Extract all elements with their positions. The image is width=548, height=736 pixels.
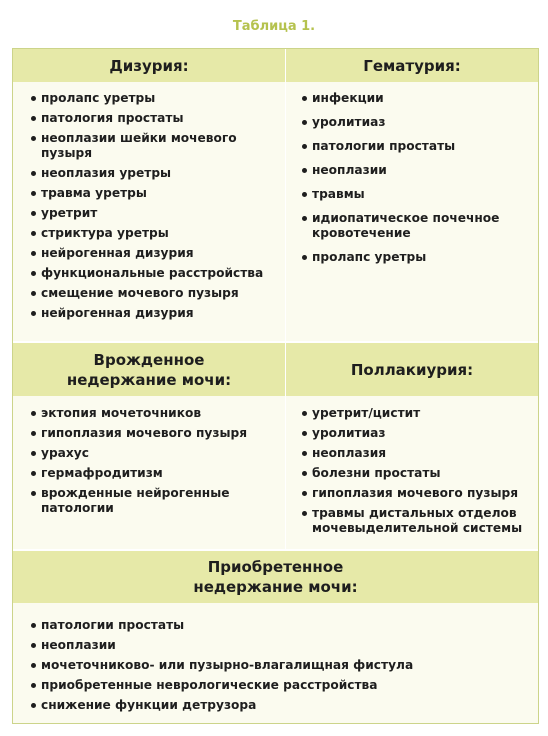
hematuria-title: Гематурия: [363,56,461,75]
list-item: патология простаты [29,111,279,126]
list-item: гипоплазия мочевого пузыря [300,486,532,501]
list-item: пролапс уретры [300,250,532,265]
list-item: урахус [29,446,279,461]
list-item: нейрогенная дизурия [29,246,279,261]
table-caption: Таблица 1. [232,19,316,34]
list-item: травмы [300,187,532,202]
list-item: патологии простаты [300,139,532,154]
dysuria-title: Дизурия: [109,56,189,75]
pollakiuria-title: Поллакиурия: [350,360,474,379]
list-item: неоплазии [29,638,529,653]
list-item: травма уретры [29,186,279,201]
pollakiuria-cell [286,396,538,550]
list-item: функциональные расстройства [29,266,279,281]
list-item: неоплазии шейки мочевого пузыря [29,131,279,161]
list-item: снижение функции детрузора [29,698,529,713]
list-item: травмы дистальных отделов мочевыделительной системы [300,506,532,536]
list-item: неоплазия [300,446,532,461]
acquired-incontinence-title: Приобретенное недержание мочи: [193,558,358,596]
list-item: инфекции [300,91,532,106]
hematuria-cell [286,82,538,342]
list-item: смещение мочевого пузыря [29,286,279,301]
list-item: уретрит/цистит [300,406,532,421]
dysuria-list [29,91,279,326]
column-divider-top [285,49,286,550]
congenital-incontinence-cell [13,396,285,550]
dysuria-cell [13,82,285,342]
list-item: эктопия мочеточников [29,406,279,421]
list-item: патологии простаты [29,618,529,633]
list-item: мочеточниково- или пузырно-влагалищная фистула [29,658,529,673]
list-item: неоплазия уретры [29,166,279,181]
congenital-incontinence-header [13,343,285,396]
pollakiuria-header [286,343,538,396]
hematuria-header [286,49,538,82]
list-item: уретрит [29,206,279,221]
pollakiuria-list [300,406,532,541]
list-item: стриктура уретры [29,226,279,241]
row-divider-2 [13,549,538,551]
list-item: болезни простаты [300,466,532,481]
list-item: уролитиаз [300,115,532,130]
hematuria-list [300,91,532,274]
acquired-incontinence-cell [13,603,538,723]
list-item: пролапс уретры [29,91,279,106]
list-item: нейрогенная дизурия [29,306,279,321]
list-item: неоплазии [300,163,532,178]
list-item: гипоплазия мочевого пузыря [29,426,279,441]
list-item: приобретенные неврологические расстройства [29,678,529,693]
congenital-incontinence-list [29,406,279,521]
row-divider-1 [13,341,538,343]
list-item: врожденные нейрогенные патологии [29,486,279,516]
dysuria-header [13,49,285,82]
list-item: идиопатическое почечное кровотечение [300,211,532,241]
symptoms-table [12,48,539,724]
list-item: уролитиаз [300,426,532,441]
congenital-incontinence-title: Врожденное недержание мочи: [66,350,232,389]
acquired-incontinence-header [13,551,538,603]
list-item: гермафродитизм [29,466,279,481]
acquired-incontinence-list [29,618,529,718]
